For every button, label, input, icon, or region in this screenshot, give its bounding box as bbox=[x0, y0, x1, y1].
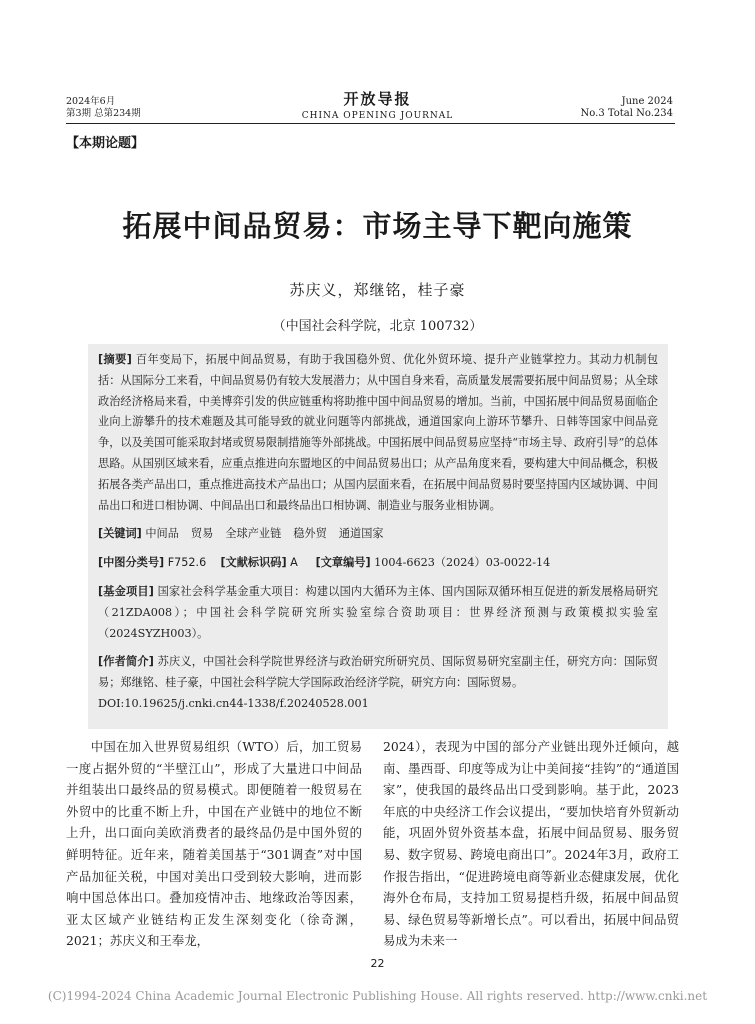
keywords-label: [关键词] bbox=[98, 527, 142, 541]
article-affiliation: （中国社会科学院，北京 100732） bbox=[272, 319, 483, 334]
doc-code-value: A bbox=[286, 556, 298, 570]
copyright-footer: (C)1994-2024 China Academic Journal Electronic Publishing House. All rights reserved. http://www.cnki.net bbox=[47, 989, 708, 1003]
keywords bbox=[98, 524, 658, 545]
keyword: 中间品 bbox=[145, 527, 179, 541]
keyword: 贸易 bbox=[190, 527, 214, 541]
column-tag: 【本期论题】 bbox=[66, 136, 145, 151]
header-issue: 第3期 总第234期 bbox=[66, 108, 141, 119]
keyword: 稳外贸 bbox=[293, 527, 327, 541]
article-title: 拓展中间品贸易：市场主导下靶向施策 bbox=[122, 209, 633, 243]
keyword: 通道国家 bbox=[338, 527, 384, 541]
page-number: 22 bbox=[370, 957, 385, 970]
article-authors: 苏庆义，郑继铭，桂子豪 bbox=[289, 281, 466, 299]
header-date: 2024年6月 bbox=[66, 96, 116, 107]
journal-title-en: CHINA OPENING JOURNAL bbox=[301, 111, 454, 121]
abstract-label: [摘要] bbox=[98, 353, 132, 366]
header-date-en: June 2024 bbox=[621, 96, 673, 107]
body-paragraph: 2024），表现为中国的部分产业链出现外迁倾向，越南、墨西哥、印度等成为让中美间接“挂钩”的“通道国家”，使我国的最终品出口受到影响。基于此，2023年底的中央经济工作会议提出，“要加快培育外贸新动能，巩固外贸外资基本盘，拓展中间品贸易、服务贸易、数字贸易、跨境电商出口”。2024年3月，政府工作报告指出，“促进跨境电商等新业态健康发展，优化海外仓布局，支持加工贸易提档升级，拓展中间品贸易、绿色贸易等新增长点”。可以看出，拓展中间品贸易成为未来一 bbox=[383, 739, 679, 949]
clc-value: F752.6 bbox=[164, 556, 207, 570]
abstract-text: 百年变局下，拓展中间品贸易，有助于我国稳外贸、优化外贸环境、提升产业链掌控力。其动力机制包括：从国际分工来看，中间品贸易仍有较大发展潜力；从中国自身来看，高质量发展需要拓展中间品贸易；从全球政治经济格局来看，中美博弈引发的供应链重构将助推中国中间品贸易的增加。当前，中国拓展中间品贸易面临企业向上游攀升的技术难题及其可能导致的就业问题等内部挑战，通道国家向上游环节攀升、日韩等国家中间品竞争，以及美国可能采取封堵或贸易限制措施等外部挑战。中国拓展中间品贸易应坚持“市场主导、政府引导”的总体思路。从国别区域来看，应重点推进向东盟地区的中间品贸易出口；从产品角度来看，要构建大中间品概念，积极拓展各类产品出口，重点推进高技术产品出口；从国内层面来看，在拓展中间品贸易时要坚持国内区域协调、中间品出口和进口相协调、中间品出口和最终品出口相协调、制造业与服务业相协调。 bbox=[98, 353, 659, 512]
body-paragraph: 中国在加入世界贸易组织（WTO）后，加工贸易一度占据外贸的“半壁江山”，形成了大量进口中间品并组装出口最终品的贸易模式。即便随着一般贸易在外贸中的比重不断上升，中国在产业链中的地位不断上升，出口面向美欧消费者的最终品仍是中国外贸的鲜明特征。近年来，随着美国基于“301调查”对中国产品加征关税，中国对美出口受到较大影响，进而影响中国总体出口。叠加疫情冲击、地缘政治等因素，亚太区域产业链结构正发生深刻变化（徐奇渊，2021；苏庆义和王奉龙， bbox=[66, 739, 362, 949]
doc-code-label: [文献标识码] bbox=[220, 556, 287, 570]
abstract bbox=[98, 350, 658, 516]
header-divider bbox=[66, 123, 675, 124]
author-info-label: [作者简介] bbox=[98, 655, 154, 669]
article-number-label: [文章编号] bbox=[315, 556, 371, 570]
header-issue-en: No.3 Total No.234 bbox=[580, 108, 673, 119]
clc-label: [中图分类号] bbox=[98, 556, 165, 570]
body-column-right bbox=[383, 736, 679, 952]
classification-line bbox=[98, 553, 658, 574]
author-info bbox=[98, 652, 658, 694]
author-info-text: 苏庆义，中国社会科学院世界经济与政治研究所研究员、国际贸易研究室副主任，研究方向：国际贸易；郑继铭、桂子豪，中国社会科学院大学国际政治经济学院，研究方向：国际贸易。 bbox=[98, 655, 658, 690]
body-column-left bbox=[66, 736, 362, 952]
journal-title: 开放导报 bbox=[343, 90, 412, 108]
funding bbox=[98, 582, 658, 644]
article-number-value: 1004-6623（2024）03-0022-14 bbox=[370, 556, 551, 570]
keyword: 全球产业链 bbox=[225, 527, 282, 541]
funding-text: 国家社会科学基金重大项目：构建以国内大循环为主体、国内国际双循环相互促进的新发展格局研究（21ZDA008）；中国社会科学院研究所实验室综合资助项目：世界经济预测与政策模拟实验室（2024SYZH003）。 bbox=[98, 584, 658, 640]
abstract-box bbox=[88, 344, 668, 729]
doi: DOI:10.19625/j.cnki.cn44-1338/f.20240528.001 bbox=[98, 696, 369, 710]
funding-label: [基金项目] bbox=[98, 584, 154, 598]
header-issue-info-en bbox=[581, 96, 673, 120]
